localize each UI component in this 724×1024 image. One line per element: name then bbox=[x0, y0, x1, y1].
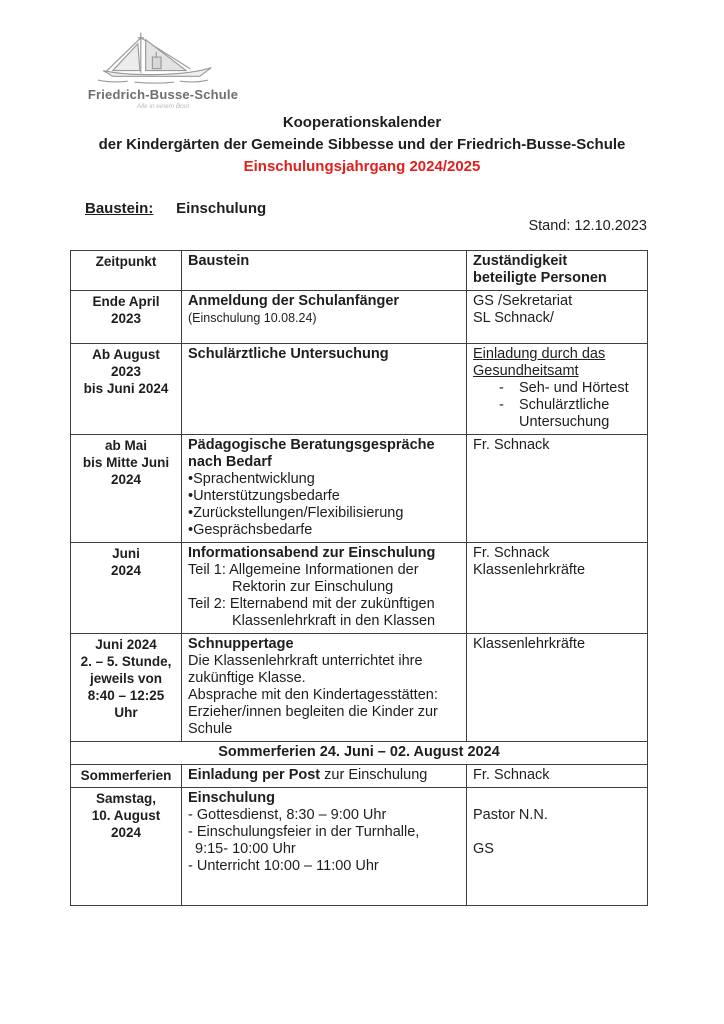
header-zustaendigkeit-line1: Zuständigkeit bbox=[473, 253, 568, 269]
table-banner-row bbox=[71, 742, 648, 765]
table-row bbox=[71, 344, 648, 435]
table-row bbox=[71, 435, 648, 543]
table-row bbox=[71, 634, 648, 742]
cell-baustein: Anmeldung der Schulanfänger (Einschulung 10.08.24) bbox=[182, 291, 467, 344]
cell-zustaendigkeit: Fr. Schnack bbox=[467, 435, 648, 543]
cell-zeitpunkt: Juni 2024 bbox=[71, 543, 182, 634]
cell-baustein: Einladung per Post zur Einschulung bbox=[182, 765, 467, 788]
cell-zeitpunkt: Sommerferien bbox=[71, 765, 182, 788]
table-row bbox=[71, 291, 648, 344]
sailboat-icon bbox=[91, 32, 235, 86]
school-tagline: Alle in einem Boot bbox=[136, 103, 190, 110]
cell-zustaendigkeit: Fr. Schnack Klassenlehrkräfte bbox=[467, 543, 648, 634]
kooperationskalender-table bbox=[70, 250, 648, 906]
cell-zustaendigkeit: Einladung durch das Gesundheitsamt - Seh- und Hörtest - Schulärztliche Untersuchung bbox=[467, 344, 648, 435]
cell-zeitpunkt: Ab August 2023 bis Juni 2024 bbox=[71, 344, 182, 435]
title-line-3: Einschulungsjahrgang 2024/2025 bbox=[243, 158, 481, 175]
cell-zeitpunkt: ab Mai bis Mitte Juni 2024 bbox=[71, 435, 182, 543]
cell-zustaendigkeit: Klassenlehrkräfte bbox=[467, 634, 648, 742]
table-row bbox=[71, 788, 648, 906]
cell-zeitpunkt: Ende April 2023 bbox=[71, 291, 182, 344]
baustein-heading bbox=[85, 200, 266, 217]
cell-zustaendigkeit: Pastor N.N. GS bbox=[467, 788, 648, 906]
cell-zustaendigkeit: GS /Sekretariat SL Schnack/ bbox=[467, 291, 648, 344]
cell-baustein: Schnuppertage Die Klassenlehrkraft unterrichtet ihre zukünftige Klasse. Absprache mit den Kindertagesstätten: Erzieher/innen begleiten die Kinder zur Schule bbox=[182, 634, 467, 742]
cell-baustein: Informationsabend zur Einschulung Teil 1: Allgemeine Informationen der Rektorin zur Einschulung Teil 2: Elternabend mit der zukünftigen Klassenlehrkraft in den Klassen bbox=[182, 543, 467, 634]
document-title bbox=[0, 112, 724, 178]
baustein-value: Einschulung bbox=[176, 200, 267, 217]
sommerferien-banner: Sommerferien 24. Juni – 02. August 2024 bbox=[71, 742, 648, 765]
school-name: Friedrich-Busse-Schule bbox=[87, 87, 239, 102]
title-line-2: der Kindergärten der Gemeinde Sibbesse und der Friedrich-Busse-Schule bbox=[98, 136, 626, 153]
cell-zeitpunkt: Samstag, 10. August 2024 bbox=[71, 788, 182, 906]
baustein-label: Baustein: bbox=[85, 200, 154, 217]
header-baustein: Baustein bbox=[182, 251, 467, 291]
header-zustaendigkeit bbox=[467, 251, 648, 291]
cell-baustein: Schulärztliche Untersuchung bbox=[182, 344, 467, 435]
cell-zustaendigkeit: Fr. Schnack bbox=[467, 765, 648, 788]
table-row bbox=[71, 543, 648, 634]
title-line-1: Kooperationskalender bbox=[282, 114, 442, 131]
table-row bbox=[71, 765, 648, 788]
cell-baustein: Pädagogische Beratungsgespräche nach Bedarf • Sprachentwicklung • Unterstützungsbedarfe • Zurückstellungen/Flexibilisierung • Gesprächsbedarfe bbox=[182, 435, 467, 543]
cell-baustein: Einschulung - Gottesdienst, 8:30 – 9:00 Uhr - Einschulungsfeier in der Turnhalle, 9:15- 10:00 Uhr - Unterricht 10:00 – 11:00 Uhr bbox=[182, 788, 467, 906]
header-zeitpunkt: Zeitpunkt bbox=[71, 251, 182, 291]
cell-zeitpunkt: Juni 2024 2. – 5. Stunde, jeweils von 8:40 – 12:25 Uhr bbox=[71, 634, 182, 742]
stand-date: Stand: 12.10.2023 bbox=[528, 218, 647, 234]
table-header-row bbox=[71, 251, 648, 291]
school-logo bbox=[78, 32, 248, 110]
header-zustaendigkeit-line2: beteiligte Personen bbox=[473, 270, 607, 286]
